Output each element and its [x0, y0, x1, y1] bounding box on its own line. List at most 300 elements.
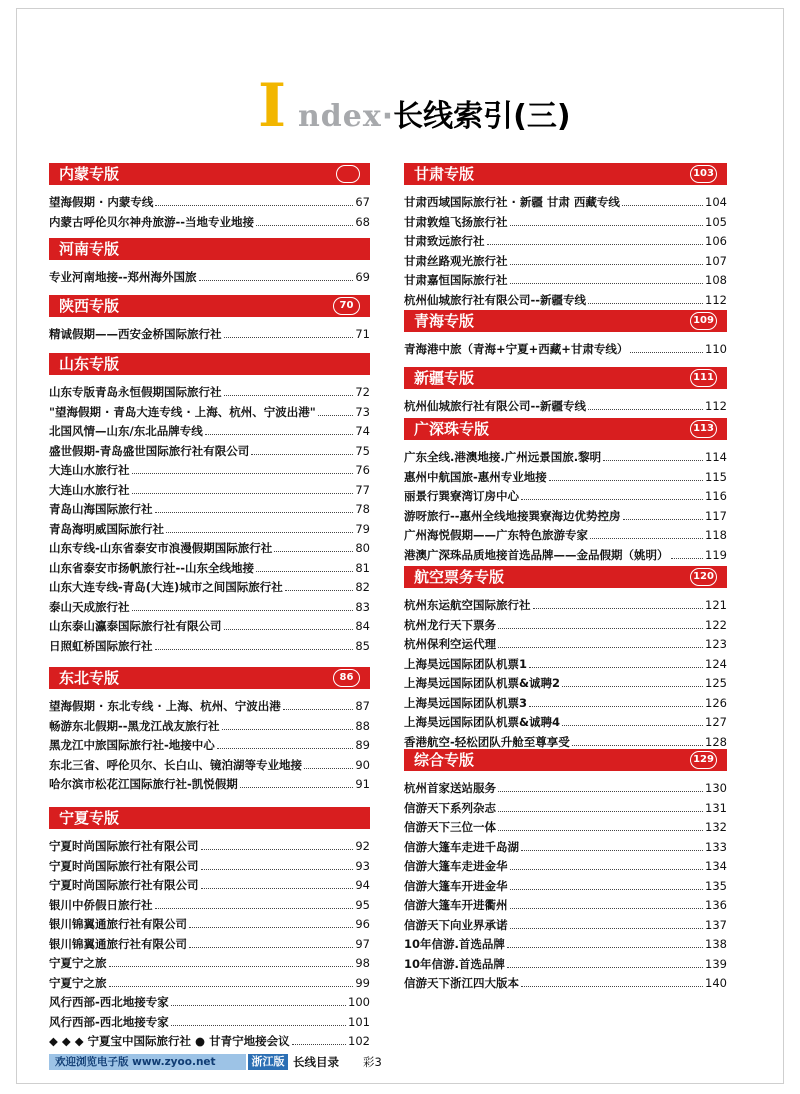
entry-name: 银川锦翼通旅行社有限公司 [49, 936, 187, 951]
entry-list [404, 448, 727, 565]
entry-page-number: 94 [355, 878, 370, 892]
section [404, 418, 727, 565]
index-entry[interactable] [49, 974, 370, 994]
section-header [49, 295, 370, 317]
entry-name: 望海假期 · 内蒙专线 [49, 195, 154, 209]
index-entry[interactable] [404, 818, 727, 838]
index-entry[interactable] [49, 193, 370, 213]
index-entry[interactable] [404, 838, 727, 858]
section-title: 山东专版 [59, 355, 120, 373]
entry-page-number: 125 [705, 676, 727, 690]
footer-page-number: 彩3 [363, 1055, 382, 1069]
section-page-badge[interactable]: 120 [690, 568, 717, 586]
entry-page-number: 68 [355, 214, 370, 229]
index-entry[interactable] [49, 1013, 370, 1033]
index-entry[interactable] [404, 546, 727, 566]
section [404, 367, 727, 417]
entry-list [404, 193, 727, 310]
section-header [404, 566, 727, 588]
entry-page-number: 85 [355, 638, 370, 653]
entry-list [49, 697, 370, 795]
index-entry[interactable] [49, 539, 370, 559]
entry-name: 港澳广深珠品质地接首选品牌——金品假期（姚明） [404, 547, 669, 562]
dot-leader [132, 610, 354, 611]
footer-region-badge: 浙江版 [248, 1054, 288, 1070]
entry-page-number: 135 [705, 878, 727, 893]
index-entry[interactable] [49, 617, 370, 637]
section-header [49, 353, 370, 375]
index-entry[interactable] [49, 403, 370, 423]
entry-name: 山东大连专线-青岛(大连)城市之间国际旅行社 [49, 580, 283, 594]
index-entry[interactable] [49, 325, 370, 345]
index-entry[interactable] [49, 935, 370, 955]
entry-name: 甘肃敦煌飞扬旅行社 [404, 214, 508, 229]
entry-name: 杭州仙城旅行社有限公司--新疆专线 [404, 399, 587, 413]
entry-page-number: 90 [355, 757, 370, 772]
entry-page-number: 134 [705, 859, 727, 873]
section-title: 河南专版 [59, 240, 120, 258]
index-entry[interactable] [404, 397, 727, 417]
index-entry[interactable] [404, 596, 727, 616]
entry-page-number: 99 [355, 975, 370, 990]
entry-page-number: 98 [355, 956, 370, 970]
entry-page-number: 82 [355, 580, 370, 594]
entry-page-number: 121 [705, 598, 727, 612]
entry-name: 惠州中航国旅-惠州专业地接 [404, 469, 547, 484]
dot-leader [155, 205, 353, 206]
dot-leader [251, 454, 353, 455]
index-entry[interactable] [49, 268, 370, 288]
entry-list [49, 193, 370, 232]
entry-name: 丽景行巽寮湾订房中心 [404, 489, 519, 503]
entry-page-number: 139 [705, 956, 727, 971]
section-title: 新疆专版 [414, 369, 475, 387]
entry-page-number: 112 [705, 399, 727, 413]
entry-name: 宁夏宁之旅 [49, 975, 107, 990]
dot-leader [521, 986, 703, 987]
dot-leader [189, 927, 353, 928]
entry-page-number: 128 [705, 734, 727, 749]
index-entry[interactable] [404, 507, 727, 527]
index-entry[interactable] [404, 271, 727, 291]
entry-name: 日照虹桥国际旅行社 [49, 638, 153, 653]
index-entry[interactable] [49, 578, 370, 598]
entry-name: 宁夏时尚国际旅行社有限公司 [49, 878, 199, 892]
entry-name: 东北三省、呼伦贝尔、长白山、镜泊湖等专业地接 [49, 757, 302, 772]
dot-leader [274, 551, 353, 552]
dot-leader [283, 709, 354, 710]
title-english: ndex [298, 99, 382, 134]
dot-leader [109, 986, 354, 987]
dot-leader [498, 647, 703, 648]
entry-name: 盛世假期-青岛盛世国际旅行社有限公司 [49, 443, 250, 458]
entry-name: 上海昊远国际团队机票&诚聘2 [404, 676, 561, 690]
entry-name: 10年信游.首选品牌 [404, 937, 505, 951]
dot-leader [155, 649, 354, 650]
entry-page-number: 105 [705, 214, 727, 229]
entry-page-number: 136 [705, 898, 727, 912]
section-page-badge[interactable] [336, 165, 360, 183]
entry-name: 广东全线.港澳地接.广州远景国旅.黎明 [404, 450, 602, 464]
dot-leader [510, 869, 704, 870]
section-title: 宁夏专版 [59, 809, 120, 827]
entry-name: 宁夏宁之旅 [49, 956, 107, 970]
entry-page-number: 101 [348, 1014, 370, 1029]
dot-leader [155, 512, 354, 513]
entry-name: 风行西部-西北地接专家 [49, 995, 169, 1009]
index-entry[interactable] [404, 713, 727, 733]
dot-leader [132, 473, 354, 474]
dot-leader [521, 850, 703, 851]
dot-leader [304, 768, 353, 769]
entry-list [404, 397, 727, 417]
entry-page-number: 115 [705, 469, 727, 484]
entry-name: 宁夏时尚国际旅行社有限公司 [49, 858, 199, 873]
entry-page-number: 78 [355, 502, 370, 516]
entry-page-number: 137 [705, 917, 727, 932]
index-entry[interactable] [404, 655, 727, 675]
dot-leader [498, 628, 703, 629]
section-header [49, 163, 370, 185]
entry-page-number: 80 [355, 541, 370, 555]
index-entry[interactable] [49, 876, 370, 896]
entry-name: 杭州首家送站服务 [404, 781, 496, 795]
dot-leader [562, 725, 703, 726]
entry-page-number: 123 [705, 637, 727, 651]
index-entry[interactable] [49, 598, 370, 618]
entry-page-number: 126 [705, 695, 727, 710]
dot-leader [256, 571, 353, 572]
index-entry[interactable] [404, 468, 727, 488]
entry-name: 青岛海明威国际旅行社 [49, 521, 164, 536]
index-entry[interactable] [404, 694, 727, 714]
index-entry[interactable] [404, 635, 727, 655]
entry-page-number: 127 [705, 715, 727, 729]
dot-leader [510, 889, 704, 890]
entry-list [49, 268, 370, 288]
section [404, 566, 727, 752]
dot-leader [588, 303, 703, 304]
entry-page-number: 107 [705, 253, 727, 268]
entry-page-number: 89 [355, 738, 370, 752]
entry-name: 信游天下浙江四大版本 [404, 976, 519, 990]
index-entry[interactable] [404, 877, 727, 897]
entry-name: 畅游东北假期--黑龙江战友旅行社 [49, 718, 220, 733]
section-page-badge[interactable]: 111 [690, 369, 717, 387]
dot-leader [510, 225, 704, 226]
section-header [404, 163, 727, 185]
index-entry[interactable] [49, 697, 370, 717]
entry-page-number: 133 [705, 839, 727, 854]
index-entry[interactable] [49, 637, 370, 657]
dot-leader [498, 811, 703, 812]
section-title: 东北专版 [59, 669, 120, 687]
entry-name: 杭州龙行天下票务 [404, 617, 496, 632]
dot-leader [155, 908, 354, 909]
dot-leader [487, 244, 704, 245]
index-entry[interactable] [404, 616, 727, 636]
entry-name: "望海假期 · 青岛大连专线 · 上海、杭州、宁波出港" [49, 404, 316, 419]
index-entry[interactable] [49, 481, 370, 501]
index-entry[interactable] [49, 461, 370, 481]
index-entry[interactable] [404, 213, 727, 233]
entry-list [49, 837, 370, 1052]
index-entry[interactable] [404, 526, 727, 546]
entry-page-number: 73 [355, 404, 370, 419]
footer [49, 1054, 382, 1070]
dot-leader [507, 967, 703, 968]
section [49, 807, 370, 1052]
entry-page-number: 91 [355, 777, 370, 791]
index-entry[interactable] [49, 896, 370, 916]
entry-page-number: 132 [705, 820, 727, 834]
entry-name: 青岛山海国际旅行社 [49, 502, 153, 516]
entry-page-number: 71 [355, 327, 370, 341]
index-entry[interactable] [49, 500, 370, 520]
index-entry[interactable] [404, 291, 727, 311]
entry-page-number: 118 [705, 528, 727, 542]
section-title: 广深珠专版 [414, 420, 490, 438]
entry-name: 广州海悦假期——广东特色旅游专家 [404, 528, 588, 542]
dot-leader [590, 538, 703, 539]
entry-name: 大连山水旅行社 [49, 482, 130, 497]
index-entry[interactable] [49, 837, 370, 857]
index-entry[interactable] [404, 252, 727, 272]
dot-leader [630, 352, 703, 353]
dot-leader [132, 493, 354, 494]
index-entry[interactable] [49, 383, 370, 403]
dot-leader [498, 791, 703, 792]
entry-name: 专业河南地接--郑州海外国旅 [49, 270, 197, 284]
index-entry[interactable] [49, 559, 370, 579]
entry-name: 杭州保利空运代理 [404, 637, 496, 651]
dot-leader [510, 928, 704, 929]
title-initial-letter: I [258, 71, 287, 141]
entry-name: 信游大篷车走进金华 [404, 859, 508, 873]
footer-edition-band [49, 1054, 246, 1070]
section-header [404, 749, 727, 771]
entry-page-number: 96 [355, 917, 370, 931]
dot-leader [507, 947, 703, 948]
index-entry[interactable] [49, 1032, 370, 1052]
dot-leader [529, 706, 703, 707]
dot-leader [498, 830, 703, 831]
entry-page-number: 106 [705, 234, 727, 248]
section-page-badge[interactable]: 86 [333, 669, 360, 687]
entry-page-number: 83 [355, 599, 370, 614]
entry-page-number: 119 [705, 547, 727, 562]
entry-name: 上海昊远国际团队机票1 [404, 656, 528, 671]
entry-name: 香港航空-轻松团队升舱至尊享受 [404, 734, 570, 749]
entry-list [404, 596, 727, 752]
index-entry[interactable] [49, 915, 370, 935]
section-title: 内蒙专版 [59, 165, 120, 183]
entry-name: 信游天下三位一体 [404, 820, 496, 834]
dot-leader [171, 1005, 346, 1006]
dot-leader [201, 888, 354, 889]
dot-leader [562, 686, 703, 687]
entry-page-number: 77 [355, 482, 370, 497]
entry-name: 风行西部-西北地接专家 [49, 1014, 169, 1029]
section [404, 163, 727, 310]
index-entry[interactable] [404, 955, 727, 975]
section-page-badge[interactable]: 70 [333, 297, 360, 315]
section [404, 749, 727, 994]
entry-list [49, 383, 370, 656]
index-entry[interactable] [404, 232, 727, 252]
index-entry[interactable] [49, 422, 370, 442]
entry-name: 信游大篷车走进千岛湖 [404, 839, 519, 854]
index-entry[interactable] [404, 974, 727, 994]
dot-leader [521, 499, 703, 500]
index-entry[interactable] [49, 213, 370, 233]
entry-name: 泰山天成旅行社 [49, 599, 130, 614]
section-header [49, 807, 370, 829]
index-entry[interactable] [404, 896, 727, 916]
dot-leader [292, 1044, 346, 1045]
dot-leader [588, 409, 703, 410]
section-title: 综合专版 [414, 751, 475, 769]
entry-name: 信游大篷车开进衢州 [404, 898, 508, 912]
dot-leader [318, 415, 354, 416]
dot-leader [240, 787, 354, 788]
index-entry[interactable] [404, 935, 727, 955]
dot-leader [623, 519, 704, 520]
index-entry[interactable] [49, 775, 370, 795]
section [49, 163, 370, 232]
index-entry[interactable] [404, 799, 727, 819]
title-chinese: 长线索引(三) [393, 99, 571, 134]
entry-name: 宁夏时尚国际旅行社有限公司 [49, 839, 199, 853]
entry-name: 甘肃丝路观光旅行社 [404, 253, 508, 268]
entry-name: 杭州东运航空国际旅行社 [404, 598, 531, 612]
index-entry[interactable] [404, 857, 727, 877]
dot-leader [109, 966, 354, 967]
section-page-badge[interactable]: 129 [690, 751, 717, 769]
section-header [404, 367, 727, 389]
section-page-badge[interactable]: 113 [690, 420, 717, 438]
dot-leader [510, 283, 704, 284]
dot-leader [224, 337, 354, 338]
entry-page-number: 122 [705, 617, 727, 632]
section-title: 陕西专版 [59, 297, 120, 315]
section-header [49, 238, 370, 260]
section-header [404, 418, 727, 440]
entry-name: 信游天下系列杂志 [404, 800, 496, 815]
index-entry[interactable] [404, 448, 727, 468]
entry-name: 大连山水旅行社 [49, 463, 130, 477]
entry-name: 山东省泰安市扬帆旅行社--山东全线地接 [49, 560, 255, 575]
section-title: 航空票务专版 [414, 568, 505, 586]
index-entry[interactable] [49, 756, 370, 776]
section-header [404, 310, 727, 332]
dot-leader [671, 558, 704, 559]
entry-name: 甘肃致远旅行社 [404, 234, 485, 248]
entry-page-number: 110 [705, 342, 727, 356]
entry-page-number: 67 [355, 195, 370, 209]
index-entry[interactable] [49, 736, 370, 756]
entry-name: 上海昊远国际团队机票&诚聘4 [404, 715, 561, 729]
entry-page-number: 124 [705, 656, 727, 671]
entry-page-number: 69 [355, 270, 370, 284]
section-header [49, 667, 370, 689]
dot-leader [166, 532, 353, 533]
entry-page-number: 81 [355, 560, 370, 575]
entry-page-number: 92 [355, 839, 370, 853]
index-entry[interactable] [49, 954, 370, 974]
index-entry[interactable] [49, 717, 370, 737]
entry-page-number: 95 [355, 897, 370, 912]
index-entry[interactable] [404, 340, 727, 360]
entry-name: 北国风情—山东/东北品牌专线 [49, 424, 203, 438]
index-entry[interactable] [49, 857, 370, 877]
footer-category: 长线目录 [293, 1055, 339, 1069]
title-dot: · [381, 99, 394, 134]
dot-leader [510, 908, 704, 909]
entry-page-number: 102 [348, 1034, 370, 1048]
entry-page-number: 84 [355, 619, 370, 633]
dot-leader [217, 748, 354, 749]
entry-page-number: 88 [355, 718, 370, 733]
entry-page-number: 100 [348, 995, 370, 1009]
entry-name: 哈尔滨市松花江国际旅行社-凯悦假期 [49, 777, 238, 791]
entry-list [404, 779, 727, 994]
entry-page-number: 108 [705, 273, 727, 287]
dot-leader [205, 434, 354, 435]
entry-name: 10年信游.首选品牌 [404, 956, 505, 971]
dot-leader [201, 849, 354, 850]
dot-leader [533, 608, 704, 609]
section-page-badge[interactable]: 103 [690, 165, 717, 183]
entry-page-number: 87 [355, 699, 370, 713]
entry-page-number: 93 [355, 858, 370, 873]
index-entry[interactable] [404, 487, 727, 507]
index-entry[interactable] [49, 520, 370, 540]
dot-leader [603, 460, 703, 461]
index-entry[interactable] [404, 674, 727, 694]
entry-page-number: 140 [705, 976, 727, 990]
section [404, 310, 727, 360]
entry-page-number: 114 [705, 450, 727, 464]
entry-page-number: 79 [355, 521, 370, 536]
entry-name: 杭州仙城旅行社有限公司--新疆专线 [404, 292, 587, 307]
section [49, 295, 370, 345]
entry-name: 山东泰山瀛泰国际旅行社有限公司 [49, 619, 222, 633]
entry-page-number: 97 [355, 936, 370, 951]
dot-leader [549, 480, 703, 481]
entry-name: ◆ ◆ ◆ 宁夏宝中国际旅行社 ● 甘青宁地接会议 [49, 1034, 290, 1048]
index-entry[interactable] [404, 779, 727, 799]
index-entry[interactable] [404, 193, 727, 213]
entry-name: 望海假期 · 东北专线 · 上海、杭州、宁波出港 [49, 699, 281, 713]
index-entry[interactable] [49, 993, 370, 1013]
entry-page-number: 117 [705, 508, 727, 523]
entry-page-number: 138 [705, 937, 727, 951]
dot-leader [224, 629, 354, 630]
dot-leader [171, 1025, 346, 1026]
index-entry[interactable] [49, 442, 370, 462]
entry-name: 精诚假期——西安金桥国际旅行社 [49, 327, 222, 341]
entry-name: 山东专线-山东省泰安市浪漫假期国际旅行社 [49, 541, 273, 555]
entry-name: 银川锦翼通旅行社有限公司 [49, 917, 187, 931]
section-page-badge[interactable]: 109 [690, 312, 717, 330]
entry-name: 游呀旅行--惠州全线地接巽寮海边优势控房 [404, 508, 621, 523]
entry-list [49, 325, 370, 345]
index-entry[interactable] [404, 916, 727, 936]
entry-name: 上海昊远国际团队机票3 [404, 695, 528, 710]
dot-leader [572, 745, 703, 746]
dot-leader [529, 667, 703, 668]
